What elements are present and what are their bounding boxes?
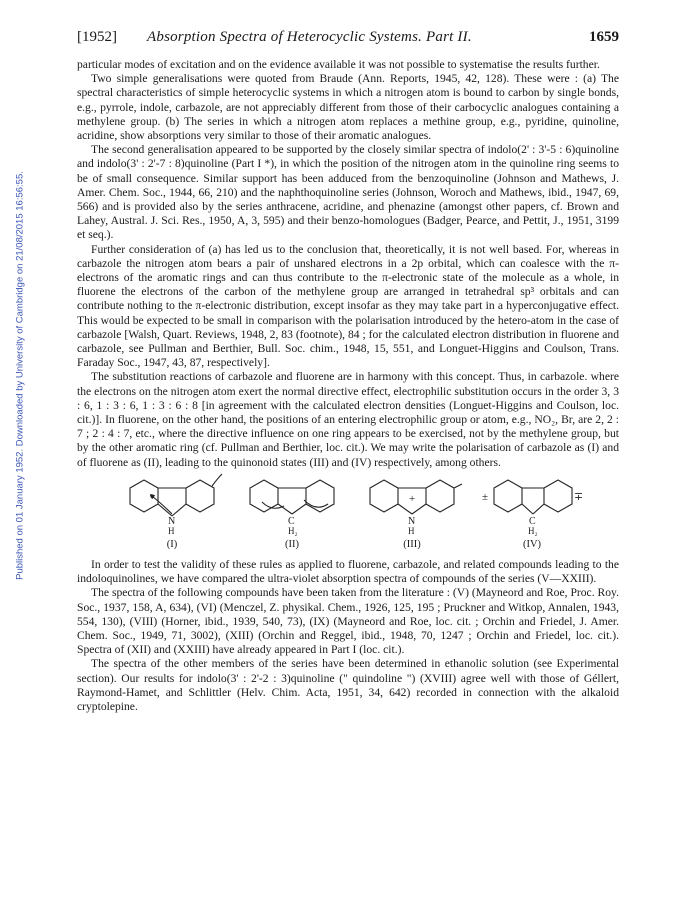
atom-label: N [408,515,416,527]
paragraph: Two simple generalisations were quoted from Braude (Ann. Reports, 1945, 42, 128). These were : (a) The spectral characteristics of simple heterocyclic systems in which a nitrogen atom is bound to carbon by single bonds, e.g., pyrrole, indole, carbazole, are not appreciably different from those of their carbocyclic analogues containing a methylene group. (b) The series in which a nitrogen atom replaces a methine group, e.g., pyridine, quinoline, acridine, show absorptions very similar to those of their aromatic analogues. [77,72,619,143]
structure-label: (III) [403,538,421,550]
right-sign: ∓ [574,490,584,503]
structure-iv [482,474,582,536]
structure-ii [242,474,342,536]
structure-label: (II) [285,538,299,550]
paragraph: Further consideration of (a) has led us to the conclusion that, theoretically, it is not well based. For, whereas in carbazole the nitrogen atom bears a pair of unshared electrons in a 2p orbital, which can coalesce with the π-electrons of the aromatic rings and can thus contribute to the π-electronic state of the molecule as a whole, in fluorene the electrons of the carbon of the methylene group are arranged in tetrahedral sp³ orbitals and can contribute nothing to the π-electronic distribution, except insofar as they may take part in a hyperconjugative effect. This would be expected to be small in comparison with the polarisation introduced by the hetero-atom in the case of carbazole [Walsh, Quart. Reviews, 1948, 2, 83 (footnote), 84 ; for the calculated electron distribution in fluorene and carbazole, see Pullman and Berthier, Bull. Soc. chim., 1948, 15, 551, and Longuet-Higgins and Coulson, Trans. Faraday Soc., 1947, 43, 87, respectively]. [77,242,619,370]
download-notice[interactable]: Published on 01 January 1952. Downloaded by University of Cambridge on 21/08/2015 16:56:55. [14,171,26,580]
structure-label: (I) [166,538,178,550]
paragraph: The substitution reactions of carbazole and fluorene are in harmony with this concept. Thus, in carbazole. where the electrons on the nitrogen atom exert the normal directive effect, electrophilic substitution occurs in the order 3, 3 : 6, 1 : 3 : 6, 1 : 3 : 6 : 8 [in agreement with the calculated electron densities (Longuet-Higgins and Coulson, loc. cit.)]. In fluorene, on the other hand, the positions of an entering electrophilic group or atom, e.g., NO₂, Br, are 2, 2 : 7 ; 2 : 4 : 7, etc., where the directive influence on one ring appears to be exercised, not by the methylene group, but by the other aromatic ring (cf. Pullman and Berthier, loc. cit.). We may write the polarisation of carbazole as (I) and of fluorene as (II), leading to the quinonoid states (III) and (IV) respectively, among others. [77,370,619,469]
atom-sub: H₂ [528,525,538,536]
paragraph: The spectra of the following compounds have been taken from the literature : (V) (Mayneord and Roe, Proc. Roy. Soc., 1937, 158, A, 634), (VI) (Menczel, Z. physikal. Chem., 1926, 125, 195 ; Pruckner and Witkop, Annalen, 1943, 554, 130), (VIII) (Horner, ibid., 1939, 540, 73), (IX) (Mayneord and Roe, loc. cit. ; Orchin and Friedel, J. Amer. Chem. Soc., 1949, 71, 3002), (XIII) (Orchin and Reggel, ibid., 1948, 70, 1247 ; Orchin and Friedel, loc. cit.). Spectra of (XII) and (XXIII) have already appeared in Part I (loc. cit.). [77,586,619,657]
left-sign: ± [482,490,489,503]
atom-label: C [288,515,295,527]
atom-sub: H₂ [288,525,298,536]
structure-label: (IV) [522,538,542,550]
paragraph: The spectra of the other members of the series have been determined in ethanolic solution (see Experimental section). Our results for indolo(3' : 2'-2 : 3)quinoline (" quindoline ") (XVIII) agree well with those of Géllert, Raymond-Hamet, and Schlittler (Helv. Chim. Acta, 1951, 34, 642) recorded in connection with the alkaloid cryptolepine. [77,657,619,713]
running-title: Absorption Spectra of Heterocyclic Systems. Part II. [147,29,472,45]
structure-i [122,474,222,536]
atom-label: C [529,515,536,527]
page-header [77,29,619,51]
structure-iii [362,474,462,536]
paragraph: In order to test the validity of these rules as applied to fluorene, carbazole, and related compounds leading to the indoloquinolines, we have compared the ultra-violet absorption spectra of compounds of the series (V—XXIII). [77,557,619,586]
atom-sub: H [408,525,415,536]
journal-year: [1952] [77,29,117,45]
structure-figure [77,474,619,554]
page-number: 1659 [589,29,619,45]
paragraph: particular modes of excitation and on the evidence available it was not possible to systematise the results further. [77,58,600,71]
atom-label: N [168,515,176,527]
charge-sign: + [409,492,416,505]
article-body [77,58,619,714]
atom-sub: H [168,525,175,536]
paragraph: The second generalisation appeared to be supported by the closely similar spectra of indolo(2' : 3'-5 : 6)quinoline and indolo(3' : 2'-7 : 8)quinoline (Part I *), in which the position of the nitrogen atom in the quinoline ring seems to be of small consequence. Similar support has been adduced from the benzoquinoline (Johnson and Mathews, J. Amer. Chem. Soc., 1944, 66, 210) and the naphthoquinoline series (Johnson, Woroch and Mathews, ibid., 1947, 69, 566) and is provided also by the series anthracene, acridine, and phenazine (amongst other papers, cf. Brown and Lahey, Austral. J. Sci. Res., 1950, A, 3, 595) and their benzo-homologues (Badger, Pearce, and Pettit, J., 1951, 3199 et seq.). [77,143,619,242]
